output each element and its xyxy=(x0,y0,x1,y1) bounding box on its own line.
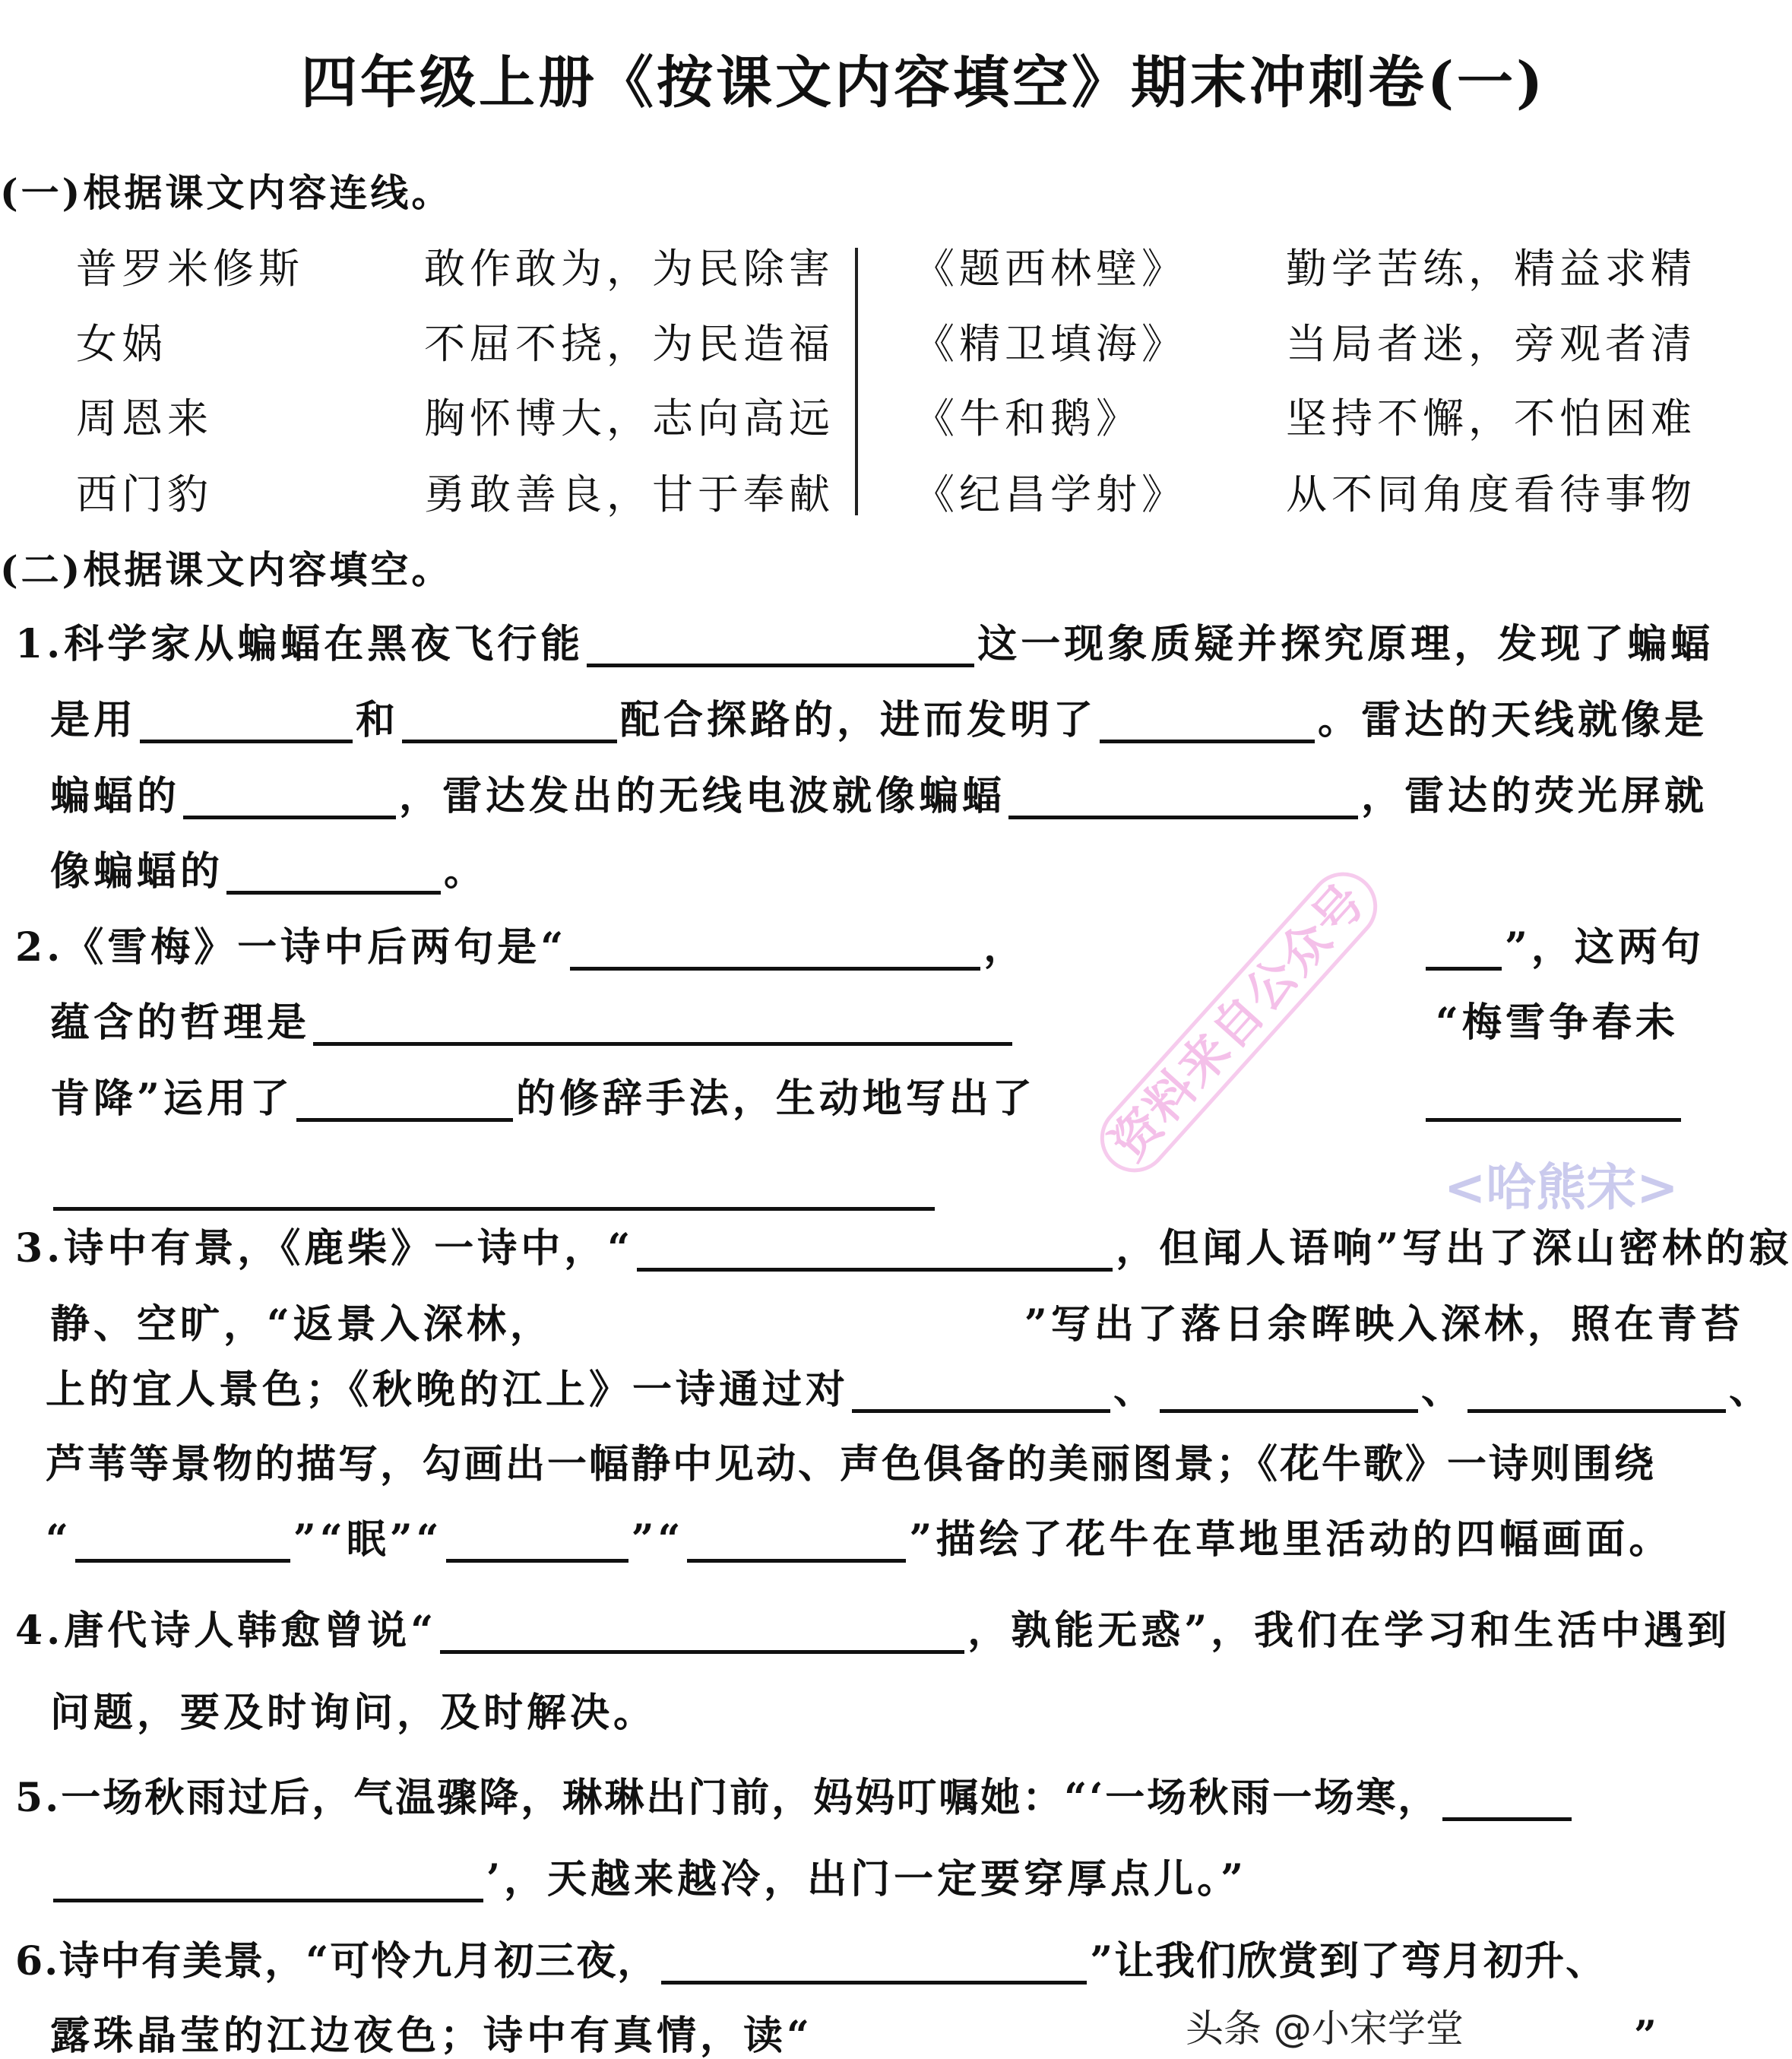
question-1-line xyxy=(15,622,1714,667)
q5-text: 5.一场秋雨过后，气温骤降，琳琳出门前，妈妈叮嘱她：“‘一场秋雨一场寒， xyxy=(15,1775,1440,1821)
q1-text: 这一现象质疑并探究原理，发现了蝙蝠 xyxy=(977,621,1714,667)
answer-blank[interactable] xyxy=(53,1859,483,1902)
q3-text: ，但闻人语响”写出了深山密林的寂 xyxy=(1116,1225,1792,1272)
question-3-line xyxy=(46,1367,1772,1413)
match-text-item: 《题西林壁》 xyxy=(913,245,1187,293)
match-text-item: 《牛和鹅》 xyxy=(913,394,1141,442)
answer-blank[interactable] xyxy=(1100,700,1315,743)
answer-blank[interactable] xyxy=(587,624,974,667)
match-left-item: 普罗米修斯 xyxy=(76,245,304,293)
answer-blank[interactable] xyxy=(1008,776,1358,819)
q3-text: 上的宜人景色；《秋晚的江上》一诗通过对 xyxy=(46,1367,850,1413)
question-1-line xyxy=(50,698,1708,743)
answer-blank[interactable] xyxy=(440,1611,964,1654)
question-6-line xyxy=(15,1939,1607,1985)
watermark-stamp: 资料来自公众号 xyxy=(1086,858,1391,1186)
q4-text: ，孰能无惑”，我们在学习和生活中遇到 xyxy=(967,1608,1731,1654)
answer-blank[interactable] xyxy=(570,927,980,971)
q1-text: 。雷达的天线就像是 xyxy=(1318,697,1708,743)
match-trait-item: 胸怀博大，志向高远 xyxy=(424,394,834,442)
match-left-item: 女娲 xyxy=(76,320,167,368)
q2-text: 蕴含的哲理是 xyxy=(50,999,311,1046)
match-left-item: 西门豹 xyxy=(76,470,213,518)
answer-blank[interactable] xyxy=(1467,1370,1726,1413)
q6-text: 露珠晶莹的江边夜色；诗中有真情，读“ xyxy=(50,2013,813,2059)
match-lesson-item: 坚持不懈，不怕困难 xyxy=(1286,394,1696,442)
answer-blank[interactable] xyxy=(1426,927,1502,971)
match-trait-item: 不屈不挠，为民造福 xyxy=(424,320,834,368)
answer-blank[interactable] xyxy=(313,1003,1012,1046)
question-5-line xyxy=(50,1857,1247,1902)
question-4-line xyxy=(15,1608,1730,1654)
q3-text: ”写出了落日余晖映入深林，照在青苔 xyxy=(1024,1301,1744,1348)
match-lesson-item: 从不同角度看待事物 xyxy=(1286,470,1696,518)
q2-text: 2.《雪梅》一诗中后两句是“ xyxy=(15,924,568,971)
answer-blank[interactable] xyxy=(296,1079,513,1122)
match-lesson-item: 勤学苦练，精益求精 xyxy=(1286,245,1696,293)
match-text-item: 《精卫填海》 xyxy=(913,320,1187,368)
q1-text: 。 xyxy=(444,848,488,895)
q3-text: “ xyxy=(46,1516,72,1563)
question-1-line xyxy=(50,774,1708,819)
column-divider xyxy=(855,248,858,515)
q4-text: 4.唐代诗人韩愈曾说“ xyxy=(15,1608,438,1654)
answer-blank[interactable] xyxy=(1426,1079,1681,1122)
question-2-line xyxy=(50,1076,1036,1122)
question-2-line xyxy=(1423,925,1705,971)
q3-text: ”“ xyxy=(631,1516,685,1563)
q3-text: 、 xyxy=(1113,1367,1157,1413)
q1-text: 和 xyxy=(356,697,400,743)
answer-blank[interactable] xyxy=(1442,1778,1572,1821)
q1-text: ，雷达发出的无线电波就像蝙蝠 xyxy=(399,773,1006,819)
answer-blank[interactable] xyxy=(852,1370,1110,1413)
question-3-line xyxy=(50,1302,1744,1348)
q6-text: ”让我们欣赏到了弯月初升、 xyxy=(1090,1938,1607,1985)
q2-text: ， xyxy=(983,924,1027,971)
answer-blank[interactable] xyxy=(402,700,617,743)
q2-text: 的修辞手法，生动地写出了 xyxy=(515,1075,1036,1122)
q2-text: ”，这两句 xyxy=(1505,924,1705,971)
q1-text: 蝙蝠的 xyxy=(50,773,181,819)
q3-text: 芦苇等景物的描写，勾画出一幅静中见动、声色俱备的美丽图景；《花牛歌》一诗则围绕 xyxy=(46,1441,1657,1487)
question-5-line xyxy=(15,1775,1575,1821)
match-left-item: 周恩来 xyxy=(76,394,213,442)
answer-blank[interactable] xyxy=(1160,1370,1418,1413)
q1-text: 配合探路的，进而发明了 xyxy=(620,697,1097,743)
question-1-line xyxy=(50,849,487,895)
match-lesson-item: 当局者迷，旁观者清 xyxy=(1286,320,1696,368)
answer-blank[interactable] xyxy=(53,1167,935,1211)
answer-blank[interactable] xyxy=(226,851,441,895)
q3-text: ”“眠”“ xyxy=(293,1516,443,1563)
answer-blank[interactable] xyxy=(140,700,353,743)
question-3-line xyxy=(15,1226,1792,1272)
answer-blank[interactable] xyxy=(661,1941,1087,1985)
q3-text: 静、空旷，“返景入深林， xyxy=(50,1301,553,1348)
answer-blank[interactable] xyxy=(183,776,396,819)
q1-text: ，雷达的荧光屏就 xyxy=(1361,773,1708,819)
q3-text: 、 xyxy=(1421,1367,1465,1413)
question-2-line xyxy=(15,925,1027,971)
answer-blank[interactable] xyxy=(687,1519,906,1563)
answer-line xyxy=(1423,1076,1684,1122)
q2-text: 肯降”运用了 xyxy=(50,1075,293,1122)
q1-text: 是用 xyxy=(50,697,138,743)
watermark-text: <哈熊宋> xyxy=(1444,1158,1679,1217)
section2-heading: (二)根据课文内容填空。 xyxy=(0,547,453,592)
answer-blank[interactable] xyxy=(446,1519,628,1563)
q3-text: 3.诗中有景，《鹿柴》一诗中，“ xyxy=(15,1225,635,1272)
q4-text: 问题，要及时询问，及时解决。 xyxy=(50,1690,657,1736)
source-tag: 头条 @小宋学堂 xyxy=(1186,2007,1464,2051)
q3-text: ”描绘了花牛在草地里活动的四幅画面。 xyxy=(909,1516,1673,1563)
section1-heading: (一)根据课文内容连线。 xyxy=(0,170,453,215)
q1-text: 1.科学家从蝙蝠在黑夜飞行能 xyxy=(15,621,584,667)
answer-line xyxy=(50,1165,938,1211)
q3-text: 、 xyxy=(1729,1367,1773,1413)
answer-blank[interactable] xyxy=(637,1228,1113,1272)
q6-text: ” xyxy=(1634,2013,1661,2059)
match-trait-item: 敢作敢为，为民除害 xyxy=(424,245,834,293)
page-title: 四年级上册《按课文内容填空》期末冲刺卷(一) xyxy=(300,50,1547,116)
answer-blank[interactable] xyxy=(75,1519,290,1563)
question-2-line xyxy=(50,1000,1015,1046)
match-text-item: 《纪昌学射》 xyxy=(913,470,1187,518)
match-trait-item: 勇敢善良，甘于奉献 xyxy=(424,470,834,518)
q1-text: 像蝙蝠的 xyxy=(50,848,224,895)
q6-text: 6.诗中有美景，“可怜九月初三夜， xyxy=(15,1938,659,1985)
question-3-line xyxy=(46,1517,1672,1563)
q5-text: ’，天越来越冷，出门一定要穿厚点儿。” xyxy=(486,1856,1248,1902)
q2-text: “梅雪争春未 xyxy=(1436,999,1679,1046)
